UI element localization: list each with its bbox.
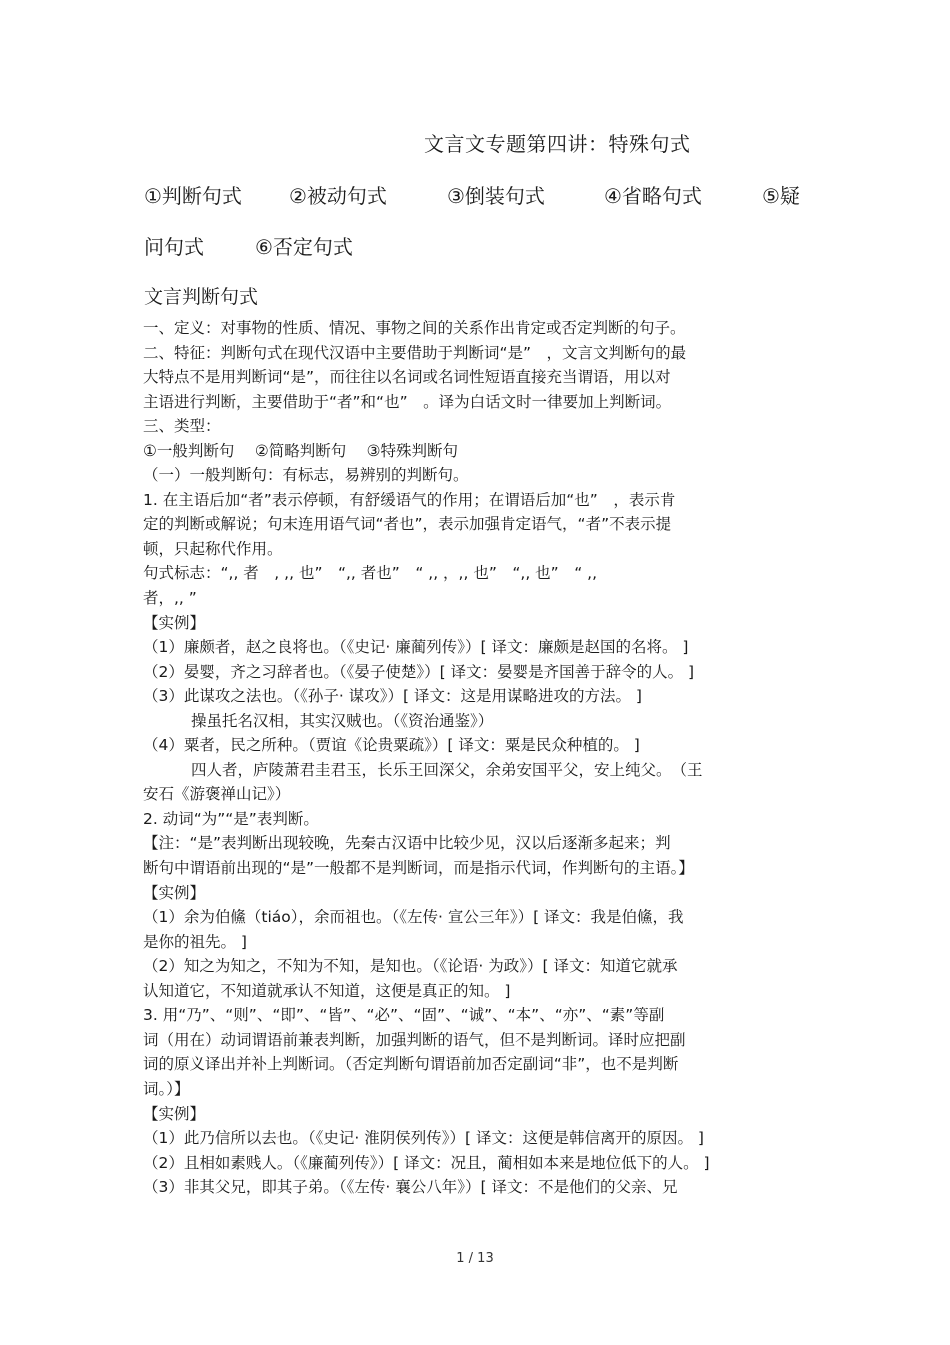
body-line: （1）此乃信所以去也。（《史记· 淮阴侯列传》）[ 译文：这便是韩信离开的原因。 ]: [143, 1129, 704, 1148]
body-line: 操虽托名汉相，其实汉贼也。（《资治通鉴》）: [191, 711, 494, 730]
toc-item-question-start: ⑤疑: [762, 184, 800, 208]
body-line: 一、定义：对事物的性质、情况、事物之间的关系作出肯定或否定判断的句子。: [143, 319, 686, 337]
body-line: 者，,, ”: [143, 589, 197, 608]
body-line: 断句中谓语前出现的“是”一般都不是判断词，而是指示代词，作判断句的主语。】: [143, 859, 694, 878]
toc-item-omission: ④省略句式: [604, 184, 702, 208]
body-line: （1）余为伯鯈（tiáo），余而祖也。（《左传· 宣公三年》）[ 译文：我是伯鯈，我: [143, 908, 684, 927]
body-line: 定的判断或解说；句末连用语气词“者也”，表示加强肯定语气，“者”不表示提: [143, 515, 672, 534]
body-line: 安石《游褒禅山记》）: [143, 785, 291, 804]
toc-item-inversion: ③倒装句式: [447, 184, 545, 208]
body-line: （2）且相如素贱人。（《廉蔺列传》）[ 译文：况且，蔺相如本来是地位低下的人。 ]: [143, 1153, 710, 1172]
body-line: 三、类型：: [143, 417, 221, 436]
body-line: 2. 动词“为”“是”表判断。: [143, 809, 319, 828]
toc-item-question-end: 问句式: [144, 235, 204, 259]
page-number: 1 / 13: [456, 1251, 494, 1266]
body-line: （4）粟者，民之所种。（贾谊《论贵粟疏》）[ 译文：粟是民众种植的。 ]: [143, 736, 640, 755]
body-text: [143, 316, 808, 1200]
body-line: 是你的祖先。 ]: [143, 932, 247, 951]
body-line: （2）晏婴，齐之习辞者也。（《晏子使楚》）[ 译文：晏婴是齐国善于辞令的人。 ]: [143, 662, 695, 681]
body-line: 主语进行判断，主要借助于“者”和“也” 。译为白话文时一律要加上判断词。: [143, 392, 672, 411]
toc-item-judgment: ①判断句式: [144, 184, 242, 208]
body-line: （3）此谋攻之法也。（《孙子· 谋攻》）[ 译文：这是用谋略进攻的方法。 ]: [143, 687, 642, 706]
body-line: 【实例】: [143, 1104, 206, 1123]
toc-item-negation: ⑥否定句式: [255, 235, 353, 259]
body-line: 句式标志：“,, 者 , ,, 也” “,, 者也” “ ,, ，,, 也” “,, 也” “ ,,: [143, 564, 598, 583]
body-line: 顿，只起称代作用。: [143, 539, 283, 558]
body-line: 【注：“是”表判断出现较晚，先秦古汉语中比较少见，汉以后逐渐多起来；判: [143, 834, 671, 853]
body-line: 四人者，庐陵萧君圭君玉，长乐王回深父，余弟安国平父，安上纯父。 （王: [191, 760, 703, 779]
body-line: 词（用在）动词谓语前兼表判断，加强判断的语气，但不是判断词。译时应把副: [143, 1030, 686, 1049]
body-line: 认知道它，不知道就承认不知道，这便是真正的知。 ]: [143, 981, 511, 1000]
toc-item-passive: ②被动句式: [289, 184, 387, 208]
page-title: 文言文专题第四讲：特殊句式: [424, 132, 691, 156]
body-line: （2）知之为知之，不知为不知，是知也。（《论语· 为政》）[ 译文：知道它就承: [143, 957, 678, 976]
body-line: 【实例】: [143, 883, 206, 902]
body-line: 词的原义译出并补上判断词。（否定判断句谓语前加否定副词“非”，也不是判断: [143, 1055, 679, 1074]
body-line: 3. 用“乃”、“则”、“即”、“皆”、“必”、“固”、“诚”、“本”、“亦”、“素”等副: [143, 1006, 665, 1025]
body-line: 二、特征：判断句式在现代汉语中主要借助于判断词“是” ，文言文判断句的最: [143, 343, 687, 362]
body-line: 【实例】: [143, 613, 206, 632]
body-line: ①一般判断句 ②简略判断句 ③特殊判断句: [143, 441, 459, 460]
body-line: （3）非其父兄，即其子弟。（《左传· 襄公八年》）[ 译文：不是他们的父亲、兄: [143, 1178, 678, 1197]
body-line: 大特点不是用判断词“是”，而往往以名词或名词性短语直接充当谓语，用以对: [143, 368, 671, 387]
body-line: 1. 在主语后加“者”表示停顿，有舒缓语气的作用；在谓语后加“也” ，表示肯: [143, 490, 676, 509]
section-title: 文言判断句式: [144, 286, 259, 308]
body-line: （一）一般判断句：有标志，易辨别的判断句。: [143, 466, 469, 485]
body-line: 词。）】: [143, 1079, 190, 1098]
body-line: （1）廉颇者，赵之良将也。（《史记· 廉蔺列传》）[ 译文：廉颇是赵国的名将。 ]: [143, 638, 689, 657]
